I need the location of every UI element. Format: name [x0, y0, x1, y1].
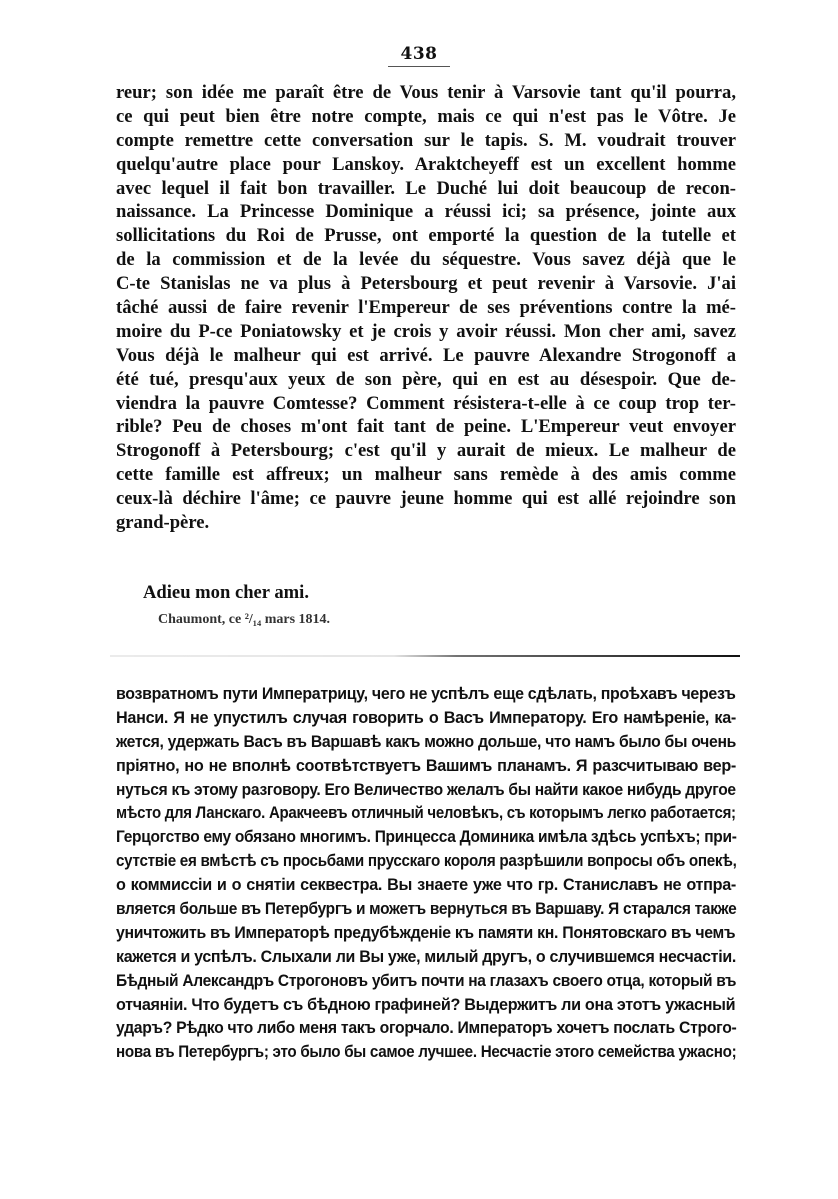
text-line: sollicitations du Roi de Prusse, ont emporté la question de la tutelle et — [116, 225, 736, 247]
text-line: нуться къ этому разговору. Его Величество желалъ бы найти какое нибудь другое — [116, 780, 736, 799]
text-line: ударъ? Рѣдко что либо меня такъ огорчало. Императоръ хочетъ послать Строго- — [116, 1019, 737, 1038]
text-line: пріятно, но не вполнѣ соотвѣтствуетъ Вашимъ планамъ. Я разсчитываю вер- — [116, 756, 736, 775]
text-line: compte remettre cette conversation sur le tapis. S. M. voudrait trouver — [116, 129, 736, 151]
text-line: C-te Stanislas ne va plus à Petersbourg et peut revenir à Varsovie. J'ai — [116, 273, 736, 295]
text-line: moire du P-ce Poniatowsky et je crois y avoir réussi. Mon cher ami, savez — [116, 320, 736, 342]
text-line: мѣсто для Ланскаго. Аракчеевъ отличный человѣкъ, съ которымъ легко работается; — [116, 804, 736, 823]
text-line: кажется и успѣлъ. Слыхали ли Вы уже, милый другъ, о случившемся несчастіи. — [116, 947, 736, 966]
text-line: о коммиссіи и о снятіи секвестра. Вы знаете уже что гр. Станиславъ не отпра- — [116, 876, 736, 895]
text-line: tâché aussi de faire revenir l'Empereur de ses préventions contre la mé- — [116, 297, 736, 319]
french-text-block — [116, 81, 736, 535]
text-line: Бѣдный Александръ Строгоновъ убитъ почти на глазахъ своего отца, который въ — [116, 971, 737, 990]
text-line: Vous déjà le malheur qui est arrivé. Le pauvre Alexandre Strogonoff a — [116, 344, 736, 366]
text-line: нова въ Петербургъ; это было бы самое лучшее. Несчастіе этого семейства ужасно; — [116, 1043, 737, 1062]
text-line: возвратномъ пути Императрицу, чего не успѣлъ еще сдѣлать, проѣхавъ черезъ — [116, 685, 736, 703]
text-line: grand-père. — [116, 512, 210, 534]
text-line: отчаяніи. Что будетъ съ бѣдною графиней? Выдержитъ ли она этотъ ужасный — [116, 995, 736, 1014]
text-line: reur; son idée me paraît être de Vous tenir à Varsovie tant qu'il pourra, — [116, 82, 736, 103]
page-number: 438 — [400, 44, 438, 64]
text-line: Strogonoff à Petersbourg; c'est qu'il y aurait de mieux. Le malheur de — [116, 440, 736, 462]
text-line: Герцогство ему обязано многимъ. Принцесса Доминика имѣла здѣсь успѣхъ; при- — [116, 828, 737, 847]
text-line: уничтожить въ Императорѣ предубѣжденіе къ памяти кн. Понятовскаго въ чемъ — [116, 923, 736, 942]
text-line: quelqu'autre place pour Lanskoy. Araktcheyeff est un excellent homme — [116, 153, 736, 175]
text-line: cette famille est affreux; un malheur sans remède à des amis comme — [116, 464, 736, 486]
text-line: avec lequel il fait bon travailler. Le Duché lui doit beaucoup de recon- — [116, 177, 736, 199]
text-line: Нанси. Я не упустилъ случая говорить о Васъ Императору. Его намѣреніе, ка- — [116, 708, 736, 727]
text-line: вляется больше въ Петербургъ и можетъ вернуться въ Варшаву. Я старался также — [116, 900, 737, 919]
text-line: de la commission et de la levée du séquestre. Vous savez déjà que le — [116, 249, 736, 271]
text-line: rible? Peu de choses m'ont fait tant de peine. L'Empereur veut envoyer — [116, 416, 736, 438]
text-line: été tué, presqu'aux yeux de son père, qui en est au désespoir. Que de- — [116, 368, 736, 390]
text-line: ce qui peut bien être notre compte, mais ce qui n'est pas le Vôtre. Je — [116, 105, 736, 127]
section-divider — [110, 655, 740, 657]
russian-text-block — [116, 683, 736, 1065]
text-line: ceux-là déchire l'âme; ce pauvre jeune homme qui est allé rejoindre son — [116, 488, 736, 510]
text-line: viendra la pauvre Comtesse? Comment résistera-t-elle à ce coup trop ter- — [116, 392, 736, 414]
dateline: Chaumont, ce ²/₁₄ mars 1814. — [158, 612, 331, 627]
page-number-rule — [388, 66, 450, 67]
text-line: naissance. La Princesse Dominique a réussi ici; sa présence, jointe aux — [116, 201, 736, 223]
text-line: сутствіе ея вмѣстѣ съ просьбами прусскаго короля разрѣшили вопросы объ опекѣ, — [116, 852, 737, 871]
salutation: Adieu mon cher ami. — [143, 582, 309, 603]
text-line: жется, удержать Васъ въ Варшавѣ какъ можно дольше, что намъ было бы очень — [116, 732, 737, 751]
